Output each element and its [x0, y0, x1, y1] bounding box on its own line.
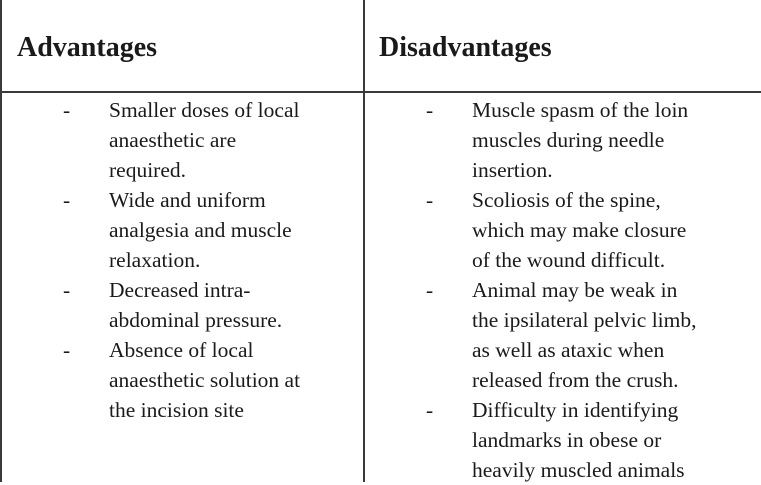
item-line: which may make closure: [472, 218, 687, 242]
dash-bullet: -: [426, 278, 434, 302]
item-line: Animal may be weak in: [472, 278, 678, 302]
item-line: Smaller doses of local: [109, 98, 300, 122]
dash-bullet: -: [426, 188, 434, 212]
advantages-list: [0, 95, 360, 425]
disadvantages-header: Disadvantages: [379, 32, 552, 63]
item-line: abdominal pressure.: [109, 308, 283, 332]
item-line: muscles during needle: [472, 128, 665, 152]
item-line: Scoliosis of the spine,: [472, 188, 661, 212]
item-line: relaxation.: [109, 248, 201, 272]
item-line: Muscle spasm of the loin: [472, 98, 689, 122]
item-line: Decreased intra-: [109, 278, 251, 302]
advantage-item: [0, 185, 360, 275]
disadvantage-item: [366, 275, 761, 395]
disadvantage-item: [366, 185, 761, 275]
advantages-header: Advantages: [17, 32, 158, 63]
item-line: the ipsilateral pelvic limb,: [472, 308, 697, 332]
advantage-item: [0, 275, 360, 335]
item-line: insertion.: [472, 158, 553, 182]
disadvantage-item: [366, 95, 761, 185]
dash-bullet: -: [426, 98, 434, 122]
item-line: anaesthetic solution at: [109, 368, 301, 392]
item-line: Absence of local: [109, 338, 254, 362]
dash-bullet: -: [426, 398, 434, 422]
advantage-item: [0, 95, 360, 185]
dash-bullet: -: [63, 188, 71, 212]
item-line: the incision site: [109, 398, 244, 422]
item-line: Wide and uniform: [109, 188, 266, 212]
item-line: anaesthetic are: [109, 128, 237, 152]
item-line: landmarks in obese or: [472, 428, 662, 452]
disadvantage-item: [366, 395, 761, 485]
item-line: released from the crush.: [472, 368, 679, 392]
column-divider: [363, 0, 365, 482]
dash-bullet: -: [63, 338, 71, 362]
dash-bullet: -: [63, 98, 71, 122]
header-divider: [0, 91, 761, 93]
item-line: required.: [109, 158, 187, 182]
item-line: as well as ataxic when: [472, 338, 665, 362]
item-line: Difficulty in identifying: [472, 398, 679, 422]
advantage-item: [0, 335, 360, 425]
item-line: heavily muscled animals: [472, 458, 685, 482]
dash-bullet: -: [63, 278, 71, 302]
item-line: analgesia and muscle: [109, 218, 292, 242]
disadvantages-list: [366, 95, 761, 485]
item-line: of the wound difficult.: [472, 248, 666, 272]
